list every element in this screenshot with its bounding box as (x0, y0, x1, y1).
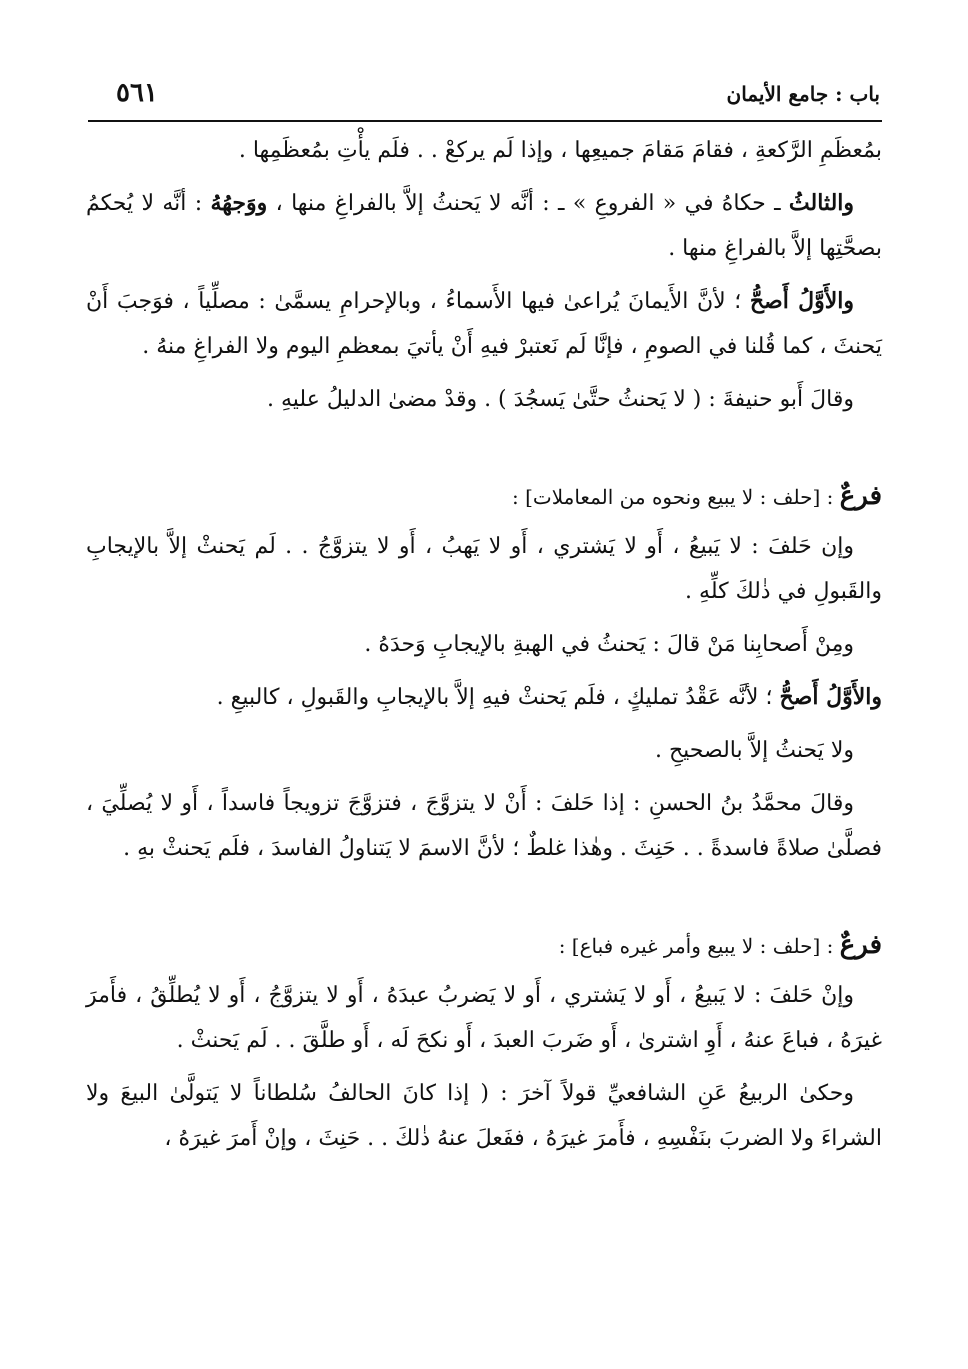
paragraph-lead: والأَوَّلُ أَصحُّ (779, 684, 882, 710)
section-heading-1 (86, 474, 882, 520)
paragraph-text: وإن حَلفَ : لا يَبيعُ ، أَو لا يَشتري ، أَو لا يَهبُ ، أَو لا يتزوَّجُ . . لَم يَحنثْ إلاَّ بالإيجابِ والقَبولِ في ذٰلكَ كلِّهِ . (86, 534, 882, 604)
paragraph-1 (86, 128, 882, 173)
s1-paragraph-4 (86, 728, 882, 773)
section-gap (86, 430, 882, 474)
paragraph-text: ـ حكاهُ في « الفروعِ » ـ : أنَّه لا يَحنثُ إلاَّ بالفراغِ منها ، (267, 191, 789, 216)
paragraph-text: : أنَّه لا يُحكمُ بصحَّتِها إلاَّ بالفراغِ منها . (86, 191, 882, 261)
running-title: باب : جامع الأيمان (726, 82, 880, 106)
section-gap (86, 879, 882, 923)
s1-paragraph-1 (86, 524, 882, 614)
paragraph-text: وقالَ أَبو حنيفةَ : ( لا يَحنثُ حتَّىٰ يَسجُدَ ) . وقدْ مضىٰ الدليلُ عليهِ . (267, 387, 854, 412)
paragraph-lead: والثالثُ (788, 190, 855, 216)
paragraph-text: بمُعظَمِ الرَّكعةِ ، فقامَ مَقامَ جميعِها ، وإذا لَم يركعْ . . فلَم يأْتِ بمُعظَمِها . (238, 138, 882, 163)
page-header (88, 78, 880, 118)
paragraph-text: ومِنْ أَصحابِنا مَنْ قالَ : يَحنثُ في الهبةِ بالإيجابِ وَحدَهُ . (364, 632, 854, 657)
paragraph-3 (86, 279, 882, 369)
s1-paragraph-5 (86, 781, 882, 871)
section-heading-2 (86, 923, 882, 969)
s1-paragraph-3 (86, 675, 882, 720)
paragraph-lead: والأَوَّلُ أَصحُّ (749, 288, 854, 314)
paragraph-text: ؛ لأنَّ الأَيمانَ يُراعىٰ فيها الأَسماءُ ، وبالإحرامِ يسمَّىٰ : مصلِّياً ، فوَجبَ أَنْ يَحنثَ ، كما قُلنا في الصومِ ، فإنَّا لَم نَعتبرْ فيهِ أَنْ يأتيَ بمعظمِ اليوم ولا الفراغِ منهُ . (86, 289, 882, 359)
page-number: ٥٦١ (116, 78, 158, 108)
paragraph-text: وحكىٰ الربيعُ عَنِ الشافعيِّ قولاً آخرَ : ( إذا كانَ الحالفُ سُلطاناً لا يَتولَّىٰ البيعَ ولا الشراءَ ولا الضربَ بنَفْسِهِ ، فأَمرَ غيرَهُ ، ففَعلَ عنهُ ذٰلكَ . . حَنِثَ ، وإنْ أَمرَ غيرَهُ ، (86, 1081, 882, 1151)
s2-paragraph-1 (86, 973, 882, 1063)
paragraph-text: ؛ لأنَّه عَقْدُ تمليكٍ ، فلَم يَحنثْ فيهِ إلاَّ بالإيجابِ والقَبولِ ، كالبيعِ . (216, 685, 780, 710)
paragraph-text: وإنْ حَلفَ : لا يَبيعُ ، أَو لا يَشتري ، أَو لا يَضربُ عبدَهُ ، أَو لا يتزوَّجُ ، أَو لا يُطلِّقُ ، فأَمرَ غيرَهُ ، فباعَ عنهُ ، أَوِ اشترىٰ ، أَو ضَربَ العبدَ ، أَو نكحَ لَه ، أَو طلَّقَ . . لَم يَحنثْ . (86, 983, 882, 1053)
header-rule (88, 120, 882, 122)
s1-paragraph-2 (86, 622, 882, 667)
paragraph-4 (86, 377, 882, 422)
paragraph-text: ولا يَحنثُ إلاَّ بالصحيحِ . (654, 738, 854, 763)
s2-paragraph-2 (86, 1071, 882, 1161)
paragraph-emphasis: ووَجهُهُ (210, 190, 268, 216)
page-body (86, 128, 882, 1169)
section-title: : [حلف : لا يبيع وأمر غيره فباع] : (558, 934, 840, 958)
paragraph-text: وقالَ محمَّدُ بنُ الحسنِ : إذا حَلفَ : أَنْ لا يتزوَّجَ ، فتزوَّجَ تزويجاً فاسداً ، أَو لا يُصلِّيَ ، فصلَّىٰ صلاةً فاسدةً . . حَنِثَ . وهٰذا غلطٌ ؛ لأنَّ الاسمَ لا يَتناولُ الفاسدَ ، فلَم يَحنثْ بهِ . (86, 791, 882, 861)
section-label: فرعٌ (839, 930, 882, 960)
section-label: فرعٌ (839, 481, 882, 511)
section-title: : [حلف : لا يبيع ونحوه من المعاملات] : (511, 485, 840, 509)
paragraph-2 (86, 181, 882, 271)
